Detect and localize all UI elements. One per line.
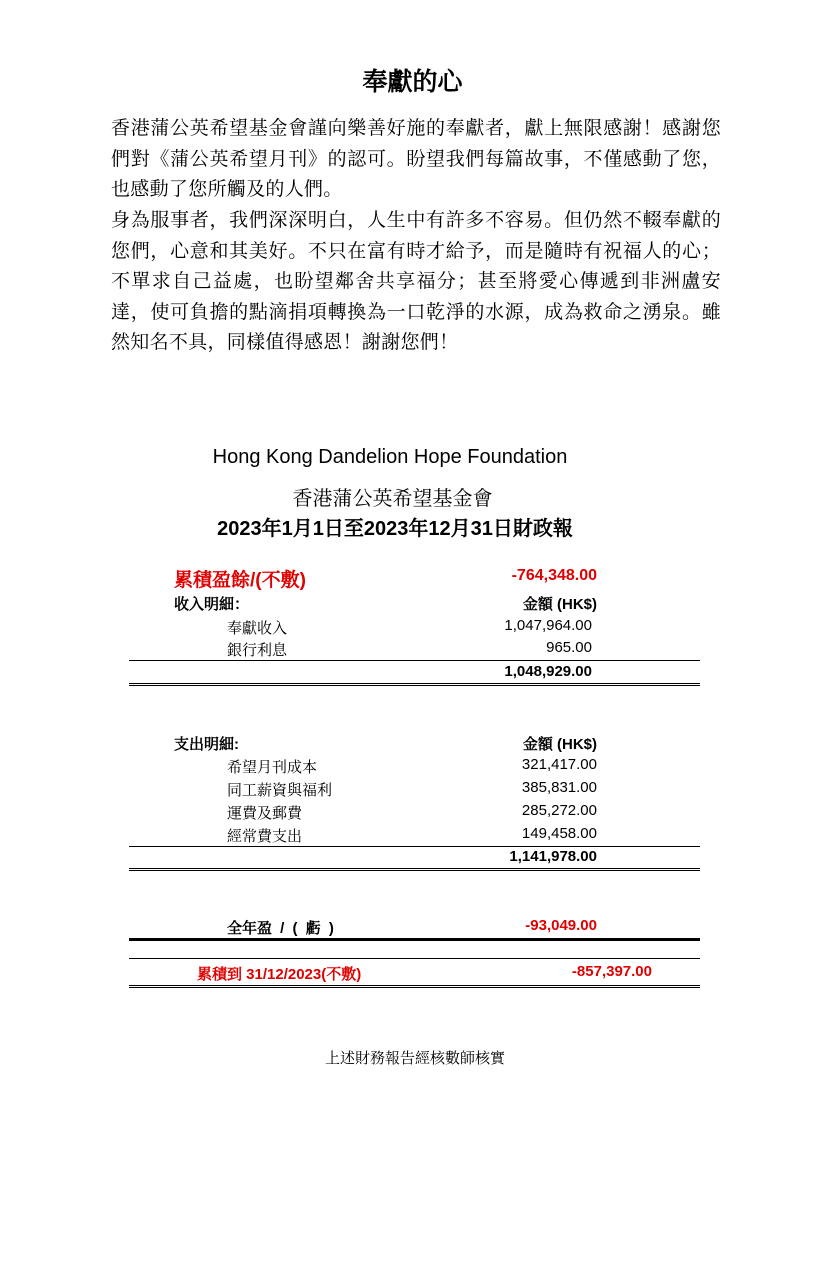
thanks-paragraph-2: 身為服事者，我們深深明白，人生中有許多不容易。但仍然不輟奉獻的您們，心意和其美好。不只在富有時才給予，而是隨時有祝福人的心；不單求自己益處，也盼望鄰舍共享福分；甚至將愛心傳遞到非洲盧安達，使可負擔的點滴捐項轉換為一口乾淨的水源，成為救命之湧泉。雖然知名不具，同樣值得感恩！謝謝您們！ <box>111 210 721 353</box>
expense-item-value: 385,831.00 <box>521 779 597 796</box>
income-item-value: 965.00 <box>546 639 592 656</box>
expense-item-label: 經常費支出 <box>227 828 303 845</box>
closing-balance-value: -857,397.00 <box>571 963 652 980</box>
opening-balance-value: -764,348.00 <box>511 567 597 584</box>
audit-footnote: 上述財務報告經核數師核實 <box>324 1050 505 1067</box>
thanks-paragraph-1: 香港蒲公英希望基金會謹向樂善好施的奉獻者，獻上無限感謝！感謝您們對《蒲公英希望月刊》的認可。盼望我們每篇故事，不僅感動了您，也感動了您所觸及的人們。 <box>111 118 721 200</box>
closing-double-rule <box>129 985 700 988</box>
expense-total: 1,141,978.00 <box>509 848 597 865</box>
expense-total-double-rule <box>129 868 700 871</box>
expense-item-label: 運費及郵費 <box>227 805 303 822</box>
income-amount-header: 金額 (HK$) <box>522 596 597 613</box>
report-title: 2023年1月1日至2023年12月31日財政報 <box>217 518 573 540</box>
closing-balance-label: 累積到 31/12/2023(不敷) <box>197 966 362 983</box>
income-item-label: 奉獻收入 <box>227 620 288 637</box>
expense-subtotal-rule <box>129 846 700 847</box>
closing-top-rule <box>129 958 700 959</box>
income-heading: 收入明細： <box>174 596 250 613</box>
expense-item-value: 149,458.00 <box>521 825 597 842</box>
expense-amount-header: 金額 (HK$) <box>522 736 597 753</box>
expense-item-label: 同工薪資與福利 <box>227 782 333 799</box>
expense-item-value: 285,272.00 <box>521 802 597 819</box>
income-item-label: 銀行利息 <box>227 642 288 659</box>
annual-result-label: 全年盈 / ( 虧 ) <box>227 920 334 937</box>
income-total-double-rule <box>129 683 700 686</box>
income-total: 1,048,929.00 <box>504 663 592 680</box>
organization-name-en: Hong Kong Dandelion Hope Foundation <box>212 446 568 468</box>
expense-heading: 支出明細: <box>174 736 239 753</box>
income-item-value: 1,047,964.00 <box>504 617 592 634</box>
expense-item-value: 321,417.00 <box>521 756 597 773</box>
annual-result-value: -93,049.00 <box>525 917 597 934</box>
income-subtotal-rule <box>129 660 700 661</box>
annual-result-rule <box>129 938 700 941</box>
expense-item-label: 希望月刊成本 <box>227 759 318 776</box>
page-title: 奉獻的心 <box>362 67 463 96</box>
opening-balance-label: 累積盈餘/(不敷) <box>174 570 306 591</box>
organization-name-zh: 香港蒲公英希望基金會 <box>292 488 493 510</box>
